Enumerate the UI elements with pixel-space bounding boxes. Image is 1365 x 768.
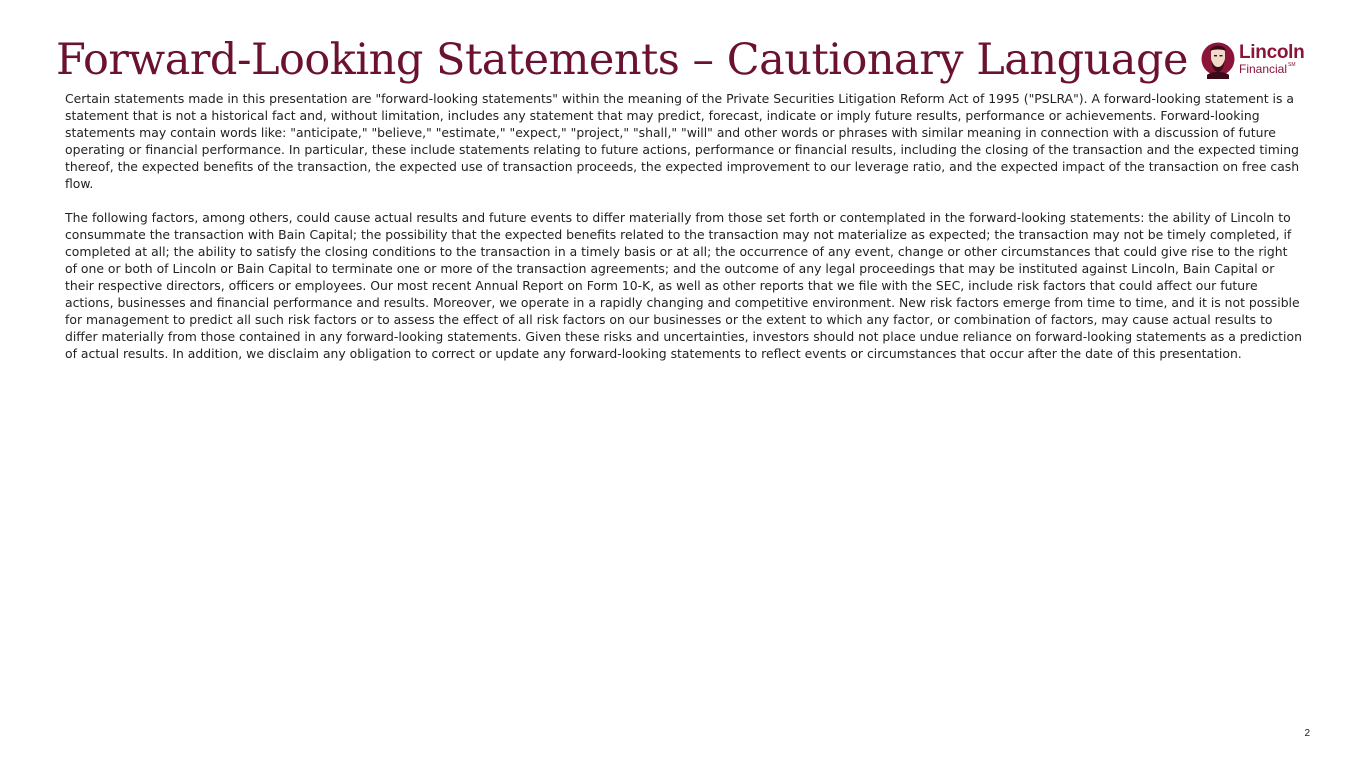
lincoln-portrait-icon bbox=[1201, 39, 1235, 79]
lincoln-financial-logo bbox=[1201, 38, 1313, 80]
page-number: 2 bbox=[1304, 728, 1310, 739]
cautionary-statement-body bbox=[65, 90, 1303, 379]
logo-wordmark: Lincoln bbox=[1239, 42, 1305, 63]
paragraph-forward-looking-definition: Certain statements made in this presentation are "forward-looking statements" within the meaning of the Private Securities Litigation Reform Act of 1995 ("PSLRA"). A forward-looking statement is a statement that is not a historical fact and, without limitation, includes any statement that may predict, forecast, indicate or imply future results, performance or achievements. Forward-looking statements may contain words like: "anticipate," "believe," "estimate," "expect," "project," "shall," "will" and other words or phrases with similar meaning in connection with a discussion of future operating or financial performance. In particular, these include statements relating to future actions, performance or financial results, including the closing of the transaction and the expected timing thereof, the expected benefits of the transaction, the expected use of transaction proceeds, the expected improvement to our leverage ratio, and the expected impact of the transaction on free cash flow. bbox=[65, 91, 1300, 191]
logo-subtitle-text: Financial bbox=[1239, 62, 1288, 76]
logo-subtitle bbox=[1239, 63, 1304, 75]
slide-title: Forward-Looking Statements – Cautionary Language bbox=[56, 35, 1188, 85]
logo-trademark: SM bbox=[1288, 62, 1296, 68]
paragraph-risk-factors: The following factors, among others, could cause actual results and future events to differ materially from those set forth or contemplated in the forward-looking statements: the ability of Lincoln to consummate the transaction with Bain Capital; the possibility that the expected benefits related to the transaction may not materialize as expected; the transaction may not be timely completed, if completed at all; the ability to satisfy the closing conditions to the transaction in a timely basis or at all; the occurrence of any event, change or other circumstances that could give rise to the right of one or both of Lincoln or Bain Capital to terminate one or more of the transaction agreements; and the outcome of any legal proceedings that may be instituted against Lincoln, Bain Capital or their respective directors, officers or employees. Our most recent Annual Report on Form 10-K, as well as other reports that we file with the SEC, include risk factors that could affect our future actions, businesses and financial performance and results. Moreover, we operate in a rapidly changing and competitive environment. New risk factors emerge from time to time, and it is not possible for management to predict all such risk factors or to assess the effect of all risk factors on our businesses or the extent to which any factor, or combination of factors, may cause actual results to differ materially from those contained in any forward-looking statements. Given these risks and uncertainties, investors should not place undue reliance on forward-looking statements as a prediction of actual results. In addition, we disclaim any obligation to correct or update any forward-looking statements to reflect events or circumstances that occur after the date of this presentation. bbox=[65, 210, 1302, 361]
